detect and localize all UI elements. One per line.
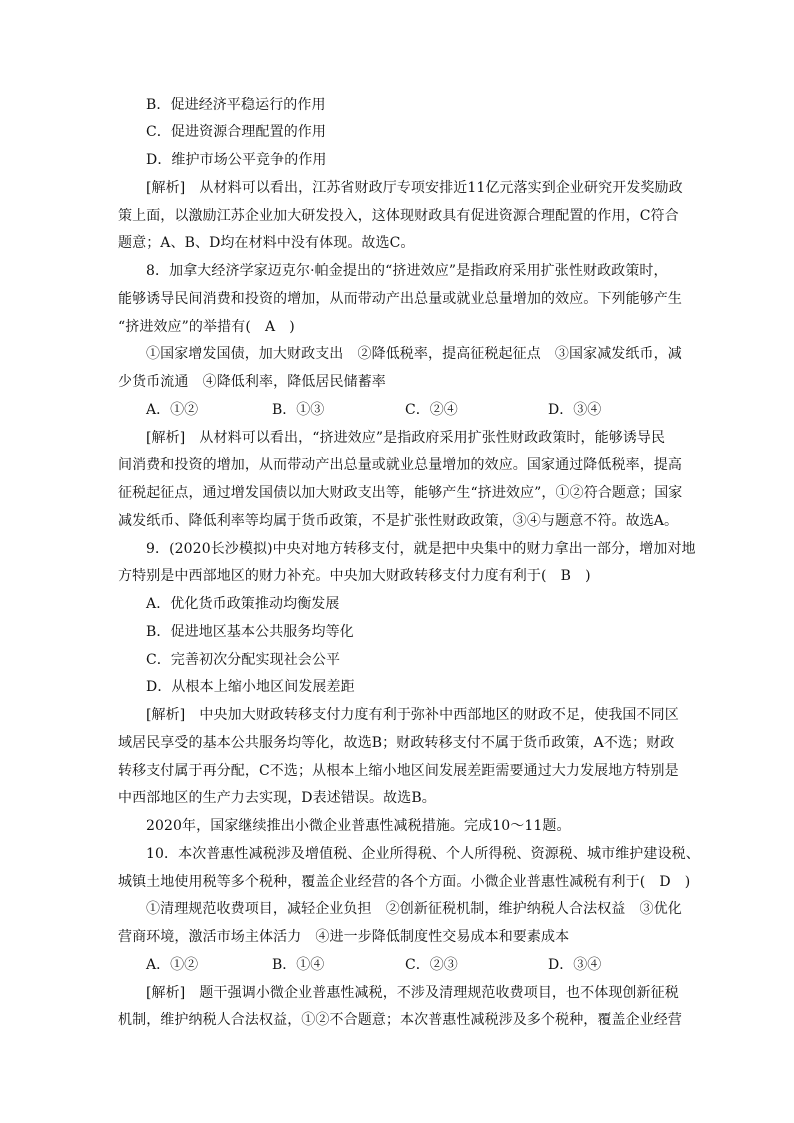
option-b-q7: B．促进经济平稳运行的作用 [146, 97, 326, 113]
analysis-q8-line: 征税起征点，通过增发国债以加大财政支出等，能够产生“挤进效应”，①②符合题意；国家 [118, 485, 683, 501]
option-a: A．①② [146, 957, 199, 973]
analysis-q8-line: 减发纸币、降低利率等均属于货币政策，不是扩张性财政政策，③④与题意不符。故选A。 [118, 513, 679, 529]
option-b: B．①③ [272, 402, 325, 418]
analysis-q9-line: 转移支付属于再分配，C不选；从根本上缩小地区间发展差距需要通过大力发展地方特别是 [118, 763, 679, 779]
question-8-choices: ①国家增发国债，加大财政支出 ②降低税率，提高征税起征点 ③国家减发纸币，减 [146, 346, 682, 362]
option-c-q7: C．促进资源合理配置的作用 [146, 124, 327, 140]
question-8-line: “挤进效应”的举措有( A ) [118, 319, 295, 335]
analysis-q7-line: 策上面，以激励江苏企业加大研发投入，这体现财政具有促进资源合理配置的作用，C符合 [118, 208, 679, 224]
question-8-line: 8．加拿大经济学家迈克尔·帕金提出的“挤进效应”是指政府采用扩张性财政政策时， [146, 263, 668, 279]
question-8-line: 能够诱导民间消费和投资的增加，从而带动产出总量或就业总量增加的效应。下列能够产生 [118, 291, 682, 307]
option-a: A．①② [146, 402, 199, 418]
option-c-q9: C．完善初次分配实现社会公平 [146, 652, 341, 668]
option-d-q7: D．维护市场公平竞争的作用 [146, 152, 327, 168]
analysis-q7-line: [解析] 从材料可以看出，江苏省财政厅专项安排近11亿元落实到企业研究开发奖励政 [146, 180, 683, 196]
options-row-q8 [146, 400, 666, 420]
option-c: C．②③ [405, 957, 458, 973]
question-10-choices: 营商环境，激活市场主体活力 ④进一步降低制度性交易成本和要素成本 [118, 929, 570, 945]
analysis-q9-line: [解析] 中央加大财政转移支付力度有利于弥补中西部地区的财政不足，使我国不同区 [146, 707, 679, 723]
question-8-choices: 少货币流通 ④降低利率，降低居民储蓄率 [118, 374, 386, 390]
analysis-q10-line: 机制，维护纳税人合法权益，①②不合题意；本次普惠性减税涉及多个税种，覆盖企业经营 [118, 1012, 682, 1028]
analysis-q8-line: 间消费和投资的增加，从而带动产出总量或就业总量增加的效应。国家通过降低税率，提高 [118, 457, 682, 473]
question-10-choices: ①清理规范收费项目，减轻企业负担 ②创新征税机制，维护纳税人合法权益 ③优化 [146, 901, 682, 917]
option-d-q9: D．从根本上缩小地区间发展差距 [146, 679, 355, 695]
option-d: D．③④ [548, 402, 602, 418]
question-9-line: 方特别是中西部地区的财力补充。中央加大财政转移支付力度有利于( B ) [118, 568, 591, 584]
option-a-q9: A．优化货币政策推动均衡发展 [146, 596, 340, 612]
analysis-q9-line: 中西部地区的生产力去实现，D表述错误。故选B。 [118, 790, 436, 806]
analysis-q8-line: [解析] 从材料可以看出，“挤进效应”是指政府采用扩张性财政政策时，能够诱导民 [146, 430, 666, 446]
option-b: B．①④ [272, 957, 325, 973]
option-c: C．②④ [405, 402, 458, 418]
question-10-line: 10．本次普惠性减税涉及增值税、企业所得税、个人所得税、资源税、城市维护建设税、 [146, 846, 700, 862]
option-b-q9: B．促进地区基本公共服务均等化 [146, 624, 354, 640]
option-d: D．③④ [548, 957, 602, 973]
analysis-q7-line: 题意；A、B、D均在材料中没有体现。故选C。 [118, 235, 415, 251]
question-10-line: 城镇土地使用税等多个税种，覆盖企业经营的各个方面。小微企业普惠性减税有利于( D ) [118, 874, 691, 890]
material-intro: 2020年，国家继续推出小微企业普惠性减税措施。完成10～11题。 [146, 818, 571, 834]
question-9-line: 9．(2020长沙模拟)中央对地方转移支付，就是把中央集中的财力拿出一部分，增加对地 [146, 541, 696, 557]
analysis-q10-line: [解析] 题干强调小微企业普惠性减税，不涉及清理规范收费项目，也不体现创新征税 [146, 985, 679, 1001]
options-row-q10 [146, 955, 666, 975]
analysis-q9-line: 域居民享受的基本公共服务均等化，故选B；财政转移支付不属于货币政策，A不选；财政 [118, 735, 675, 751]
